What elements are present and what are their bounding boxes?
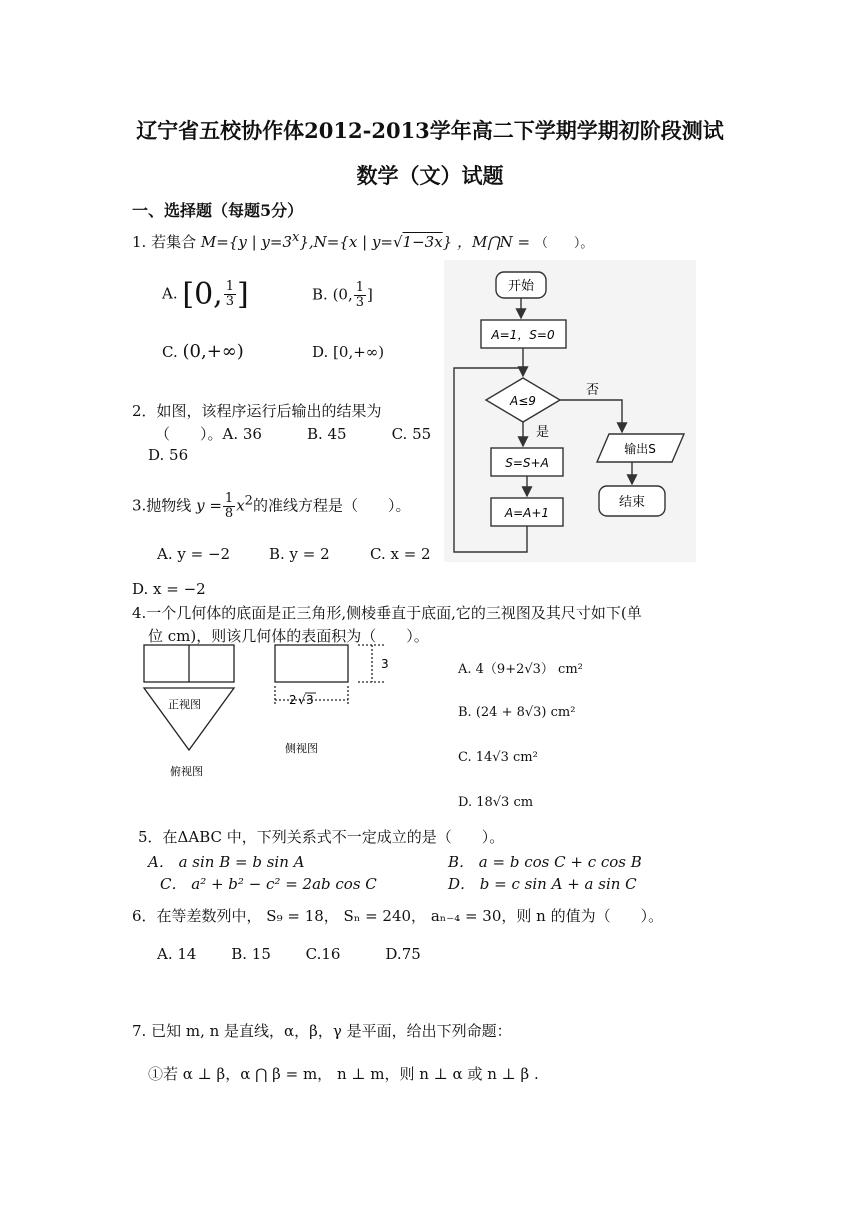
question-2-line3: D. 56 [148,446,189,464]
q1-option-a [162,277,249,312]
section-heading: 一、选择题（每题5分） [132,201,304,220]
flowchart-output-text: 输出S [624,442,656,456]
dimension-width [289,693,316,707]
flowchart-yes-label: 是 [536,425,550,440]
frac-den: 3 [225,294,234,309]
question-1-stem [132,230,593,252]
q1-option-b [312,281,373,310]
q1-option-a-left: [0, [182,277,223,312]
dimension-width-radicand: 3 [306,693,314,707]
q1-option-d-label: D. [312,343,329,361]
question-6-options: A. 14 B. 15 C.16 D.75 [157,945,421,963]
q3-square: 2 [244,493,253,509]
q5-option-a: A． a sin B = b sin A [148,853,305,871]
q3-eq-right: x [236,496,245,515]
page-title: 辽宁省五校协作体2012-2013学年高二下学期学期初阶段测试 [136,118,724,143]
q1-option-d [312,343,384,361]
q1-option-c-label: C. [162,343,178,361]
q4-option-d: D. 18√3 cm [458,795,534,810]
q1-option-c-value: (0,+∞) [182,341,244,362]
question-3-stem [132,492,410,521]
frac-num: 1 [224,491,234,506]
fraction [224,280,236,309]
q1-sqrt-body: 1−3x [402,233,443,251]
flowchart-init-text: A=1，S=0 [491,328,555,342]
question-7-item-1: ①若 α ⊥ β，α ⋂ β = m， n ⊥ m，则 n ⊥ α 或 n ⊥ β . [148,1065,539,1083]
q1-set-m: M={y | y=3 [200,233,292,251]
sqrt-icon: √ [392,233,403,251]
q1-blank: （ ）。 [534,236,594,251]
question-5-stem: 5．在ΔABC 中，下列关系式不一定成立的是（ ）。 [138,828,505,846]
q5-option-b: B． a = b cos C + c cos B [448,853,642,871]
q1-option-b-right: ] [367,285,373,304]
side-view-shape [275,645,348,682]
frac-den: 8 [224,506,234,521]
three-view-diagram [140,640,395,785]
q1-option-c [162,341,244,362]
flowchart-step1-text: S=S+A [505,456,549,470]
flowchart-start-text: 开始 [507,279,535,294]
flowchart-no-label: 否 [586,383,600,398]
fraction [223,492,235,521]
question-7-stem: 7. 已知 m, n 是直线，α，β，γ 是平面，给出下列命题： [132,1022,512,1040]
top-view-label: 俯视图 [170,765,203,778]
q3-option-c: C. x = 2 [370,545,431,563]
flowchart-step2-text: A=A+1 [504,506,550,520]
flowchart-condition-text: A≤9 [510,394,536,408]
q1-prefix: 1. 若集合 [132,233,197,251]
q3-option-d: D. x = −2 [132,580,206,598]
q3-eq-left: y = [196,496,222,515]
flowchart-diagram [444,260,696,562]
q1-option-a-label: A. [162,284,178,303]
question-2-line2: （ ）。A. 36 B. 45 C. 55 [155,425,432,443]
q1-option-b-label: B. [312,285,328,304]
q5-option-d: D． b = c sin A + a sin C [448,875,637,893]
frac-num: 1 [225,279,234,294]
q5-option-c: C． a² + b² − c² = 2ab cos C [160,875,377,893]
q1-set-n-b: } [442,233,453,251]
q3-option-a: A. y = −2 [157,545,231,563]
sqrt-icon: √ [298,693,306,707]
q3-prefix: 3.抛物线 [132,496,192,515]
question-6-stem: 6．在等差数列中， S₉ = 18， Sₙ = 240， aₙ₋₄ = 30，则 n 的值为（ ）。 [132,907,664,925]
dimension-width-coef: 2 [289,693,297,707]
front-view-label: 正视图 [168,698,201,711]
q1-option-a-right: ] [237,277,249,312]
q1-option-d-value: [0,+∞) [333,343,385,361]
question-4-line1: 4.一个几何体的底面是正三角形,侧棱垂直于底面,它的三视图及其尺寸如下(单 [132,604,642,622]
side-view-label: 侧视图 [285,742,318,755]
q4-option-a: A. 4（9+2√3） cm² [458,662,583,677]
q1-set-n-a: },N={x | y= [299,233,393,251]
question-2-line1: 2．如图，该程序运行后输出的结果为 [132,402,382,420]
frac-den: 3 [355,295,365,310]
frac-num: 1 [355,280,365,295]
fraction [354,281,366,310]
q1-exponent: x [292,230,300,245]
q1-intersection: ，M⋂N = [457,233,531,251]
question-4-line2: 位 cm)，则该几何体的表面积为（ ）。 [148,627,429,645]
q3-suffix: 的准线方程是（ ）。 [252,496,411,515]
q4-option-b: B. (24 + 8√3) cm² [458,705,576,720]
q3-option-b: B. y = 2 [269,545,330,563]
q4-option-c: C. 14√3 cm² [458,750,538,765]
flowchart-end-text: 结束 [618,495,646,510]
page-subtitle: 数学（文）试题 [356,163,504,188]
dimension-height: 3 [381,657,389,671]
q1-option-b-left: (0, [332,285,353,304]
